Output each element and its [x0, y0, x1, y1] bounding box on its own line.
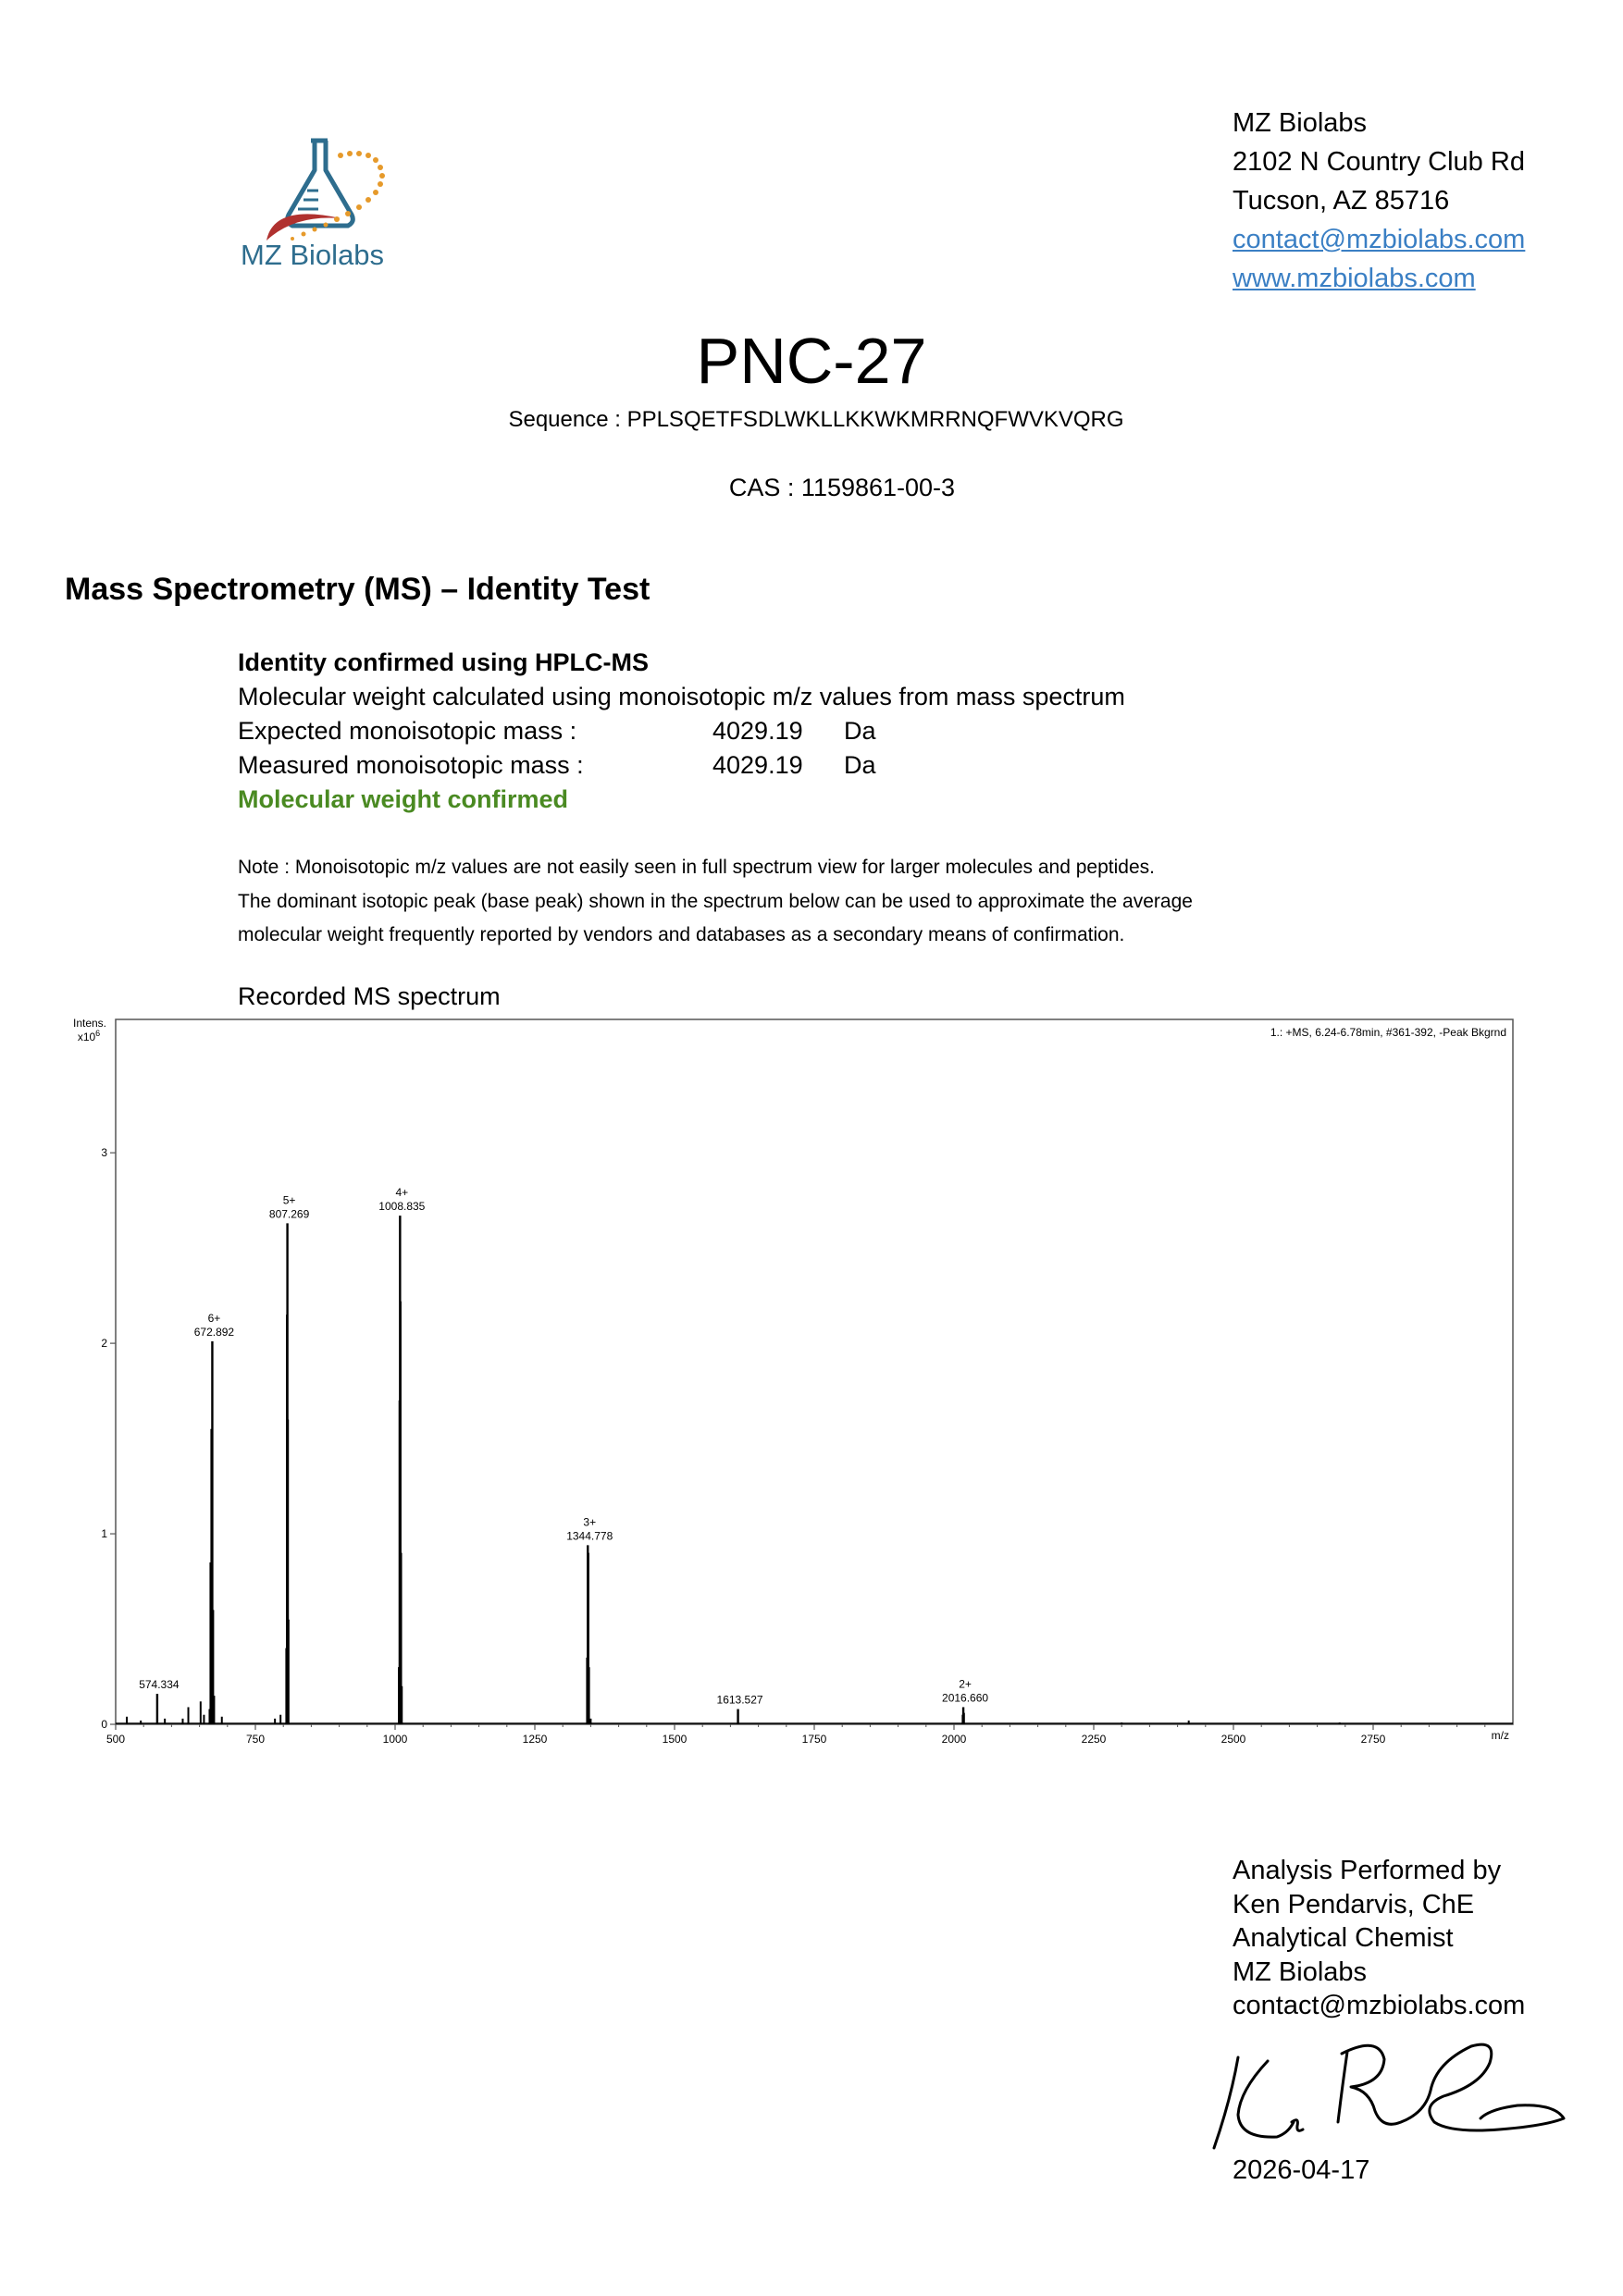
note-line3: molecular weight frequently reported by vendors and databases as a secondary means of confirmation.: [238, 924, 1125, 945]
x-tick-label: 2750: [1360, 1733, 1386, 1746]
y-axis-scale-exp: 6: [95, 1029, 101, 1038]
y-tick-label: 1: [101, 1527, 107, 1541]
analyst-company: MZ Biolabs: [1233, 1957, 1368, 1987]
product-title: PNC-27: [696, 325, 927, 397]
address-line1: 2102 N Country Club Rd: [1233, 147, 1525, 177]
peak-charge-label: 5+: [282, 1193, 296, 1207]
sequence: Sequence : PPLSQETFSDLWKLLKKWKMRRNQFWVKVQRG: [508, 407, 1124, 432]
expected-value: 4029.19: [712, 717, 803, 745]
y-axis-scale: [78, 1029, 100, 1043]
peak-mz-label: 1344.778: [566, 1529, 613, 1543]
x-axis-label: m/z: [1491, 1729, 1509, 1742]
plot-frame: [116, 1019, 1513, 1724]
x-tick-label: 1000: [382, 1733, 408, 1746]
expected-unit: Da: [844, 717, 876, 745]
result-confirmed: Molecular weight confirmed: [238, 785, 569, 813]
x-tick-label: 1500: [662, 1733, 688, 1746]
y-axis-scale-base: x10: [77, 1031, 96, 1043]
x-tick-label: 2500: [1220, 1733, 1246, 1746]
peak-charge-label: 6+: [207, 1312, 221, 1326]
cas-number: CAS : 1159861-00-3: [728, 474, 956, 501]
expected-mass-row: [238, 714, 1125, 748]
email-link[interactable]: contact@mzbiolabs.com: [1233, 225, 1526, 254]
y-tick-label: 0: [101, 1718, 107, 1731]
note-line1: Note : Monoisotopic m/z values are not easily seen in full spectrum view for larger molecules and peptides.: [238, 857, 1155, 878]
measured-label: Measured monoisotopic mass :: [238, 751, 584, 779]
chart-header-text: 1.: +MS, 6.24-6.78min, #361-392, -Peak Bkgrnd: [1270, 1026, 1506, 1039]
logo-text: MZ Biolabs: [241, 239, 385, 271]
peak-charge-label: 3+: [583, 1515, 597, 1529]
analysis-date: 2026-04-17: [1233, 2155, 1370, 2185]
analyst-email: contact@mzbiolabs.com: [1233, 1991, 1526, 2020]
x-tick-label: 500: [105, 1733, 126, 1746]
address-line2: Tucson, AZ 85716: [1233, 186, 1450, 216]
ms-spectrum-chart: [0, 1008, 1623, 1767]
company-address: [1233, 104, 1525, 298]
peak-mz-label: 574.334: [139, 1678, 180, 1692]
website-link[interactable]: www.mzbiolabs.com: [1233, 264, 1476, 293]
spectrum-caption: Recorded MS spectrum: [238, 982, 501, 1010]
company-name: MZ Biolabs: [1233, 108, 1368, 138]
analyst-block: [1233, 1854, 1525, 2023]
analyst-name: Ken Pendarvis, ChE: [1233, 1889, 1475, 1920]
identity-info: [238, 646, 1125, 817]
y-tick-label: 2: [101, 1337, 107, 1351]
note: [238, 851, 1193, 953]
identity-heading: Identity confirmed using HPLC-MS: [238, 648, 650, 676]
x-tick-label: 2250: [1081, 1733, 1107, 1746]
x-tick-label: 1750: [801, 1733, 827, 1746]
expected-label: Expected monoisotopic mass :: [238, 717, 577, 745]
section-title: Mass Spectrometry (MS) – Identity Test: [65, 572, 650, 607]
peak-mz-label: 1613.527: [716, 1693, 763, 1707]
measured-unit: Da: [844, 751, 876, 779]
peak-mz-label: 672.892: [193, 1326, 235, 1339]
peak-charge-label: 4+: [395, 1186, 409, 1200]
analysis-performed-by: Analysis Performed by: [1233, 1856, 1502, 1885]
y-tick-label: 3: [101, 1146, 107, 1160]
note-line2: The dominant isotopic peak (base peak) shown in the spectrum below can be used to approximate the average: [238, 890, 1193, 912]
y-axis-label: Intens.: [72, 1017, 107, 1030]
x-tick-label: 1250: [522, 1733, 548, 1746]
peak-mz-label: 807.269: [268, 1207, 310, 1221]
x-tick-label: 2000: [941, 1733, 967, 1746]
peak-charge-label: 2+: [959, 1677, 972, 1691]
peak-mz-label: 2016.660: [942, 1691, 989, 1705]
identity-method: Molecular weight calculated using monoisotopic m/z values from mass spectrum: [238, 683, 1125, 710]
handwritten-signature: [1203, 2026, 1573, 2165]
measured-mass-row: [238, 748, 1125, 783]
analyst-title: Analytical Chemist: [1233, 1923, 1454, 1953]
peak-mz-label: 1008.835: [378, 1200, 426, 1214]
x-tick-label: 750: [245, 1733, 266, 1746]
measured-value: 4029.19: [712, 751, 803, 779]
